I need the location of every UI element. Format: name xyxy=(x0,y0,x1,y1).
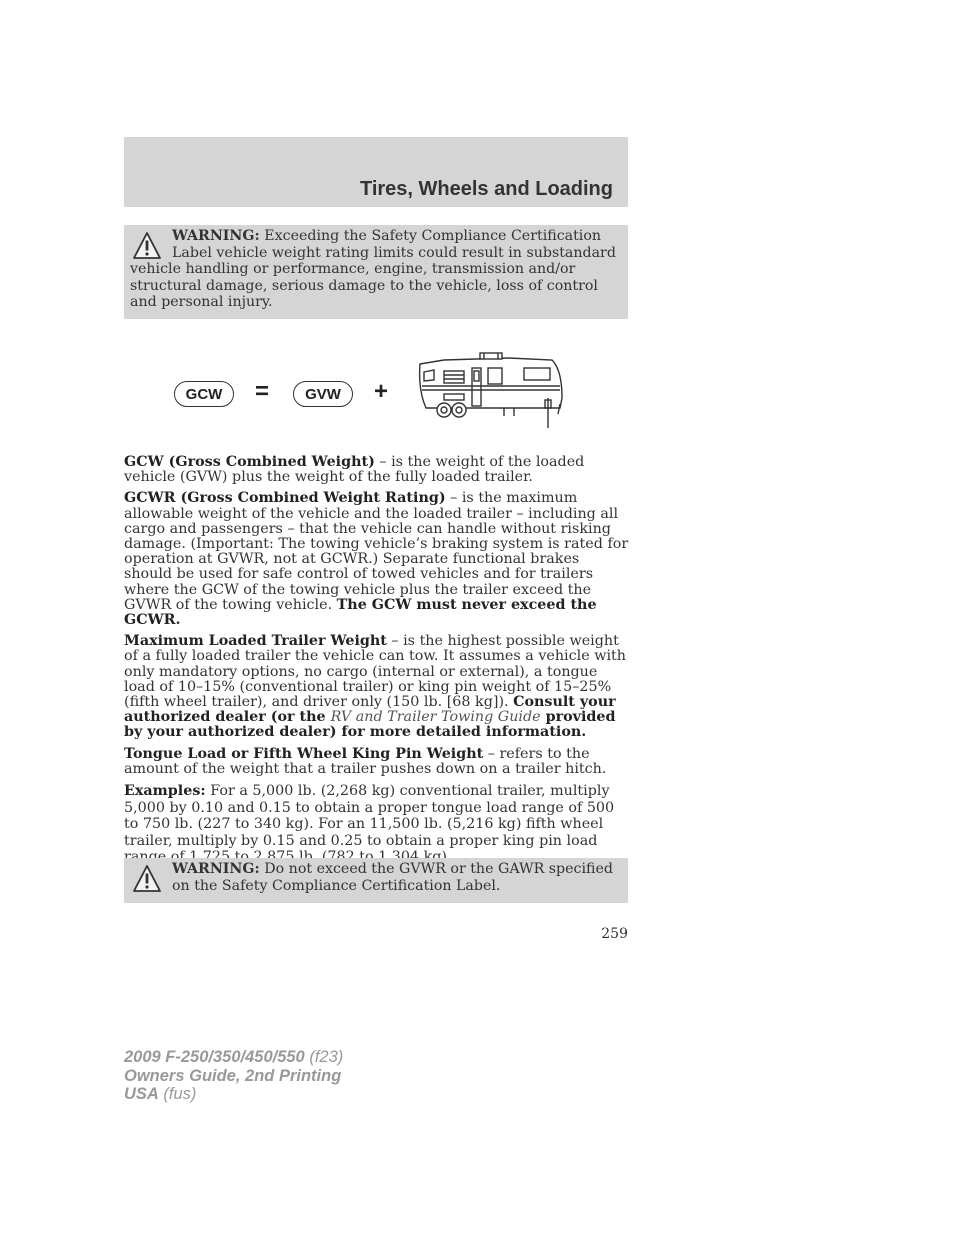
footer-line-market xyxy=(124,1085,343,1104)
warning-text: Do not exceed the GVWR or the GAWR specified on the Safety Compliance Certification Label. xyxy=(172,861,613,894)
examples-term: Examples: xyxy=(124,783,206,800)
section-title: Tires, Wheels and Loading xyxy=(359,178,613,200)
warning-box-weight-limits xyxy=(124,225,628,319)
warning-triangle-icon xyxy=(132,864,162,894)
tongue-load-term: Tongue Load or Fifth Wheel King Pin Weight xyxy=(124,745,484,762)
tongue-load-definition: – refers to the amount of the weight that a trailer pushes down on a trailer hitch. xyxy=(124,745,607,777)
gcw-pill: GCW xyxy=(174,381,234,407)
examples-text: For a 5,000 lb. (2,268 kg) conventional trailer, multiply 5,000 by 0.10 and 0.15 to obtain a proper tongue load range of 500 to 750 lb. (227 to 340 kg). For an 11,500 lb. (5,216 kg) fifth wheel trailer, multiply by 0.15 and 0.25 to obtain a proper king pin load xyxy=(124,783,615,849)
mltw-term: Maximum Loaded Trailer Weight xyxy=(124,633,387,650)
warning-label: WARNING: xyxy=(172,228,260,244)
footer-model: 2009 F-250/350/450/550 xyxy=(124,1048,305,1066)
warning-triangle-icon xyxy=(132,231,162,261)
footer-line-model xyxy=(124,1048,343,1067)
mltw-definition: – is the highest possible weight of a fully loaded trailer the vehicle can tow. It assumes a vehicle with only mandatory options, no cargo (internal or external), a tongue load of 10–15% (conventional trailer) or king pin weight of 15–25% (fifth wheel trailer), and driver only (150 lb. [68 kg]). xyxy=(124,633,626,711)
equals-sign: = xyxy=(255,378,270,405)
footer-model-code: (f23) xyxy=(304,1048,344,1066)
mltw-emphasis-end: provided by your authorized dealer) for more detailed information. xyxy=(124,709,616,741)
page-number: 259 xyxy=(601,926,628,942)
footer-market-code: (fus) xyxy=(158,1085,197,1103)
examples-paragraph xyxy=(124,783,629,866)
gcwr-emphasis: The GCW must never exceed the GCWR. xyxy=(124,596,597,629)
travel-trailer-icon xyxy=(414,350,564,432)
definitions-section xyxy=(124,455,629,872)
document-footer xyxy=(124,1048,343,1104)
warning-text: Exceeding the Safety Compliance Certification Label vehicle weight rating limits could result in substandard vehicle handling or performance, engine, transmission and/or structural damage, serious damage to the vehicle, loss of control and personal injury. xyxy=(130,228,616,310)
gcw-paragraph xyxy=(124,455,629,485)
warning-label: WARNING: xyxy=(172,861,260,877)
gcwr-definition: – is the maximum allowable weight of the vehicle and the loaded trailer – including all cargo and passengers – that the vehicle can handle without risking damage. (Important: The towing vehicle’s braking system is rated for operation at GVWR, not at GCWR.) Separate functional brakes should be used for safe control of towed vehicles and for trailers where the GCW of the towing vehicle plus the trailer exceed the GVWR of the towing vehicle. xyxy=(124,490,629,613)
footer-market: USA xyxy=(124,1085,159,1103)
gcwr-term: GCWR (Gross Combined Weight Rating) xyxy=(124,490,446,507)
footer-line-guide: Owners Guide, 2nd Printing xyxy=(124,1066,342,1085)
towing-guide-title: RV and Trailer Towing Guide xyxy=(330,709,541,726)
mltw-paragraph xyxy=(124,634,629,740)
mltw-emphasis-start: Consult your authorized dealer (or the xyxy=(124,694,616,726)
tongue-load-paragraph xyxy=(124,747,629,777)
section-header xyxy=(124,137,628,207)
plus-sign: + xyxy=(374,378,389,405)
gcw-equation-figure xyxy=(170,350,570,435)
warning-box-gvwr xyxy=(124,858,628,903)
gvw-pill: GVW xyxy=(293,381,353,407)
gcw-term: GCW (Gross Combined Weight) xyxy=(124,454,375,470)
gcwr-paragraph xyxy=(124,491,629,628)
gcw-definition: – is the weight of the loaded vehicle (GVW) plus the weight of the fully loaded trailer. xyxy=(124,454,585,486)
